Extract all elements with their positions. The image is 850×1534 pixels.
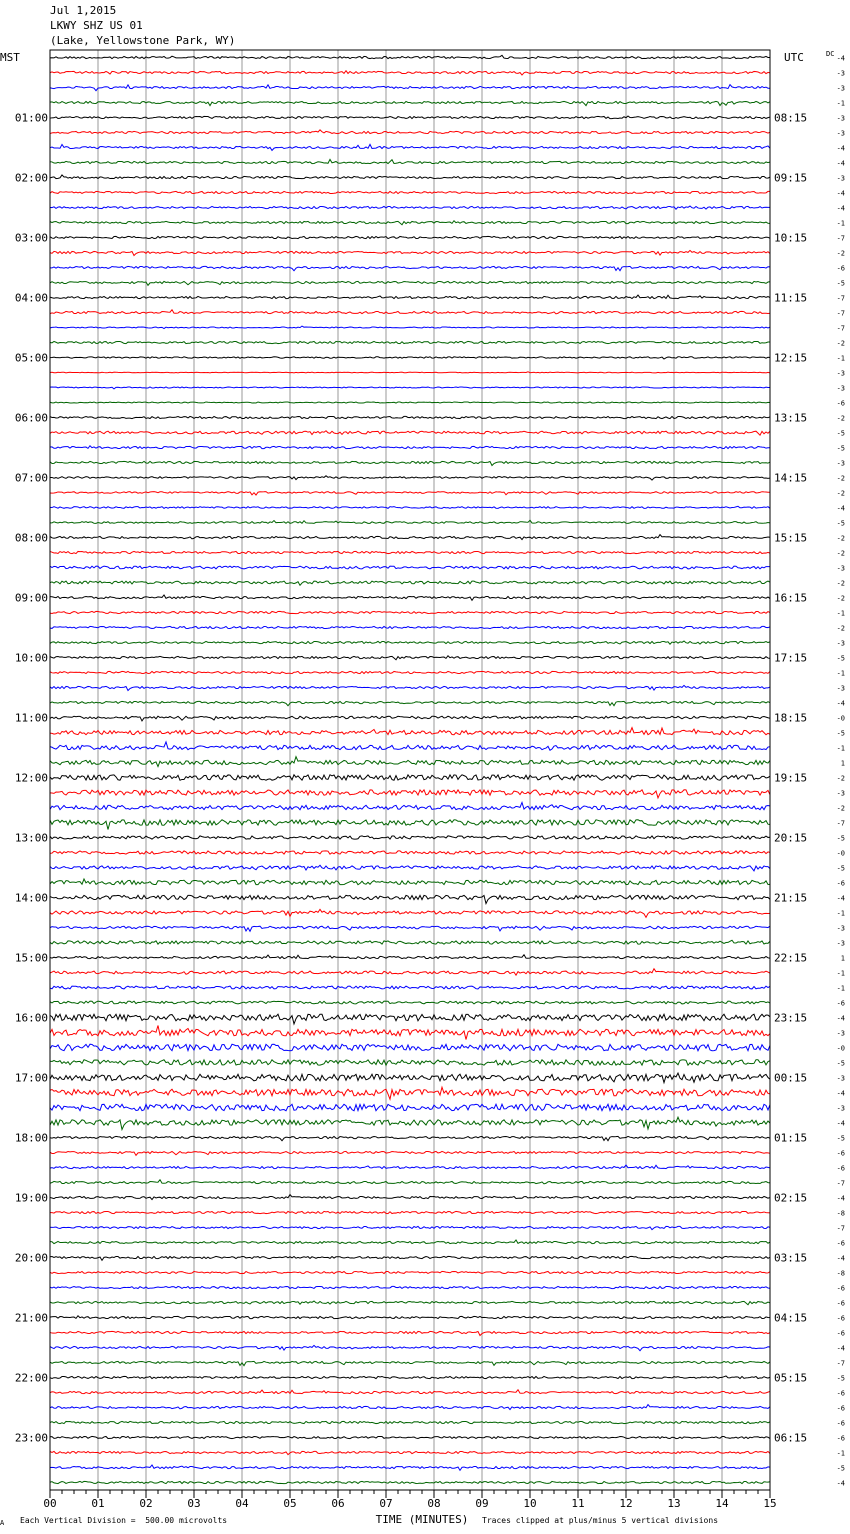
trace-row bbox=[50, 566, 770, 569]
trace-row bbox=[50, 1014, 770, 1024]
mst-hour-label: 09:00 bbox=[14, 591, 48, 605]
dc-offset: -1 bbox=[836, 609, 845, 618]
trace-row bbox=[50, 357, 770, 359]
trace-row bbox=[50, 85, 770, 91]
dc-offset: -6 bbox=[836, 1164, 845, 1173]
dc-offset: -7 bbox=[836, 1224, 845, 1233]
trace-row bbox=[50, 1165, 770, 1169]
trace-row bbox=[50, 476, 770, 480]
dc-offset: -8 bbox=[836, 1209, 845, 1218]
dc-offset: -3 bbox=[836, 684, 845, 693]
trace-row bbox=[50, 1256, 770, 1260]
dc-offset: -5 bbox=[836, 444, 845, 453]
x-tick-label: 05 bbox=[283, 1497, 297, 1510]
dc-offset: -2 bbox=[836, 549, 845, 558]
dc-offset: -4 bbox=[836, 204, 845, 213]
dc-offset: -2 bbox=[836, 534, 845, 543]
scale-note: Each Vertical Division = 500.00 microvolts bbox=[20, 1516, 228, 1525]
dc-offset: -5 bbox=[836, 1134, 845, 1143]
utc-hour-label: 21:15 bbox=[774, 891, 808, 905]
utc-hour-label: 20:15 bbox=[774, 831, 808, 845]
dc-offset: -5 bbox=[836, 1059, 845, 1068]
clip-note: Traces clipped at plus/minus 5 vertical divisions bbox=[482, 1516, 719, 1525]
dc-offset: -3 bbox=[836, 369, 845, 378]
trace-row bbox=[50, 1345, 770, 1350]
trace-row bbox=[50, 926, 770, 931]
trace-row bbox=[50, 71, 770, 75]
mst-hour-label: 05:00 bbox=[14, 351, 48, 365]
station-code: LKWY SHZ US 01 bbox=[50, 19, 143, 32]
trace-row bbox=[50, 1195, 770, 1200]
dc-offset: -2 bbox=[836, 624, 845, 633]
dc-offset: -6 bbox=[836, 1314, 845, 1323]
dc-offset: -4 bbox=[836, 1479, 845, 1488]
utc-hour-label: 08:15 bbox=[774, 111, 808, 125]
x-tick-label: 00 bbox=[43, 1497, 57, 1510]
dc-offset: -2 bbox=[836, 579, 845, 588]
mst-hour-label: 04:00 bbox=[14, 291, 48, 305]
trace-row bbox=[50, 144, 770, 150]
dc-offset: -3 bbox=[836, 114, 845, 123]
dc-offset: -6 bbox=[836, 1389, 845, 1398]
trace-row bbox=[50, 851, 770, 854]
dc-offset: -5 bbox=[836, 429, 845, 438]
utc-hour-label: 10:15 bbox=[774, 231, 808, 245]
mst-hour-label: 14:00 bbox=[14, 891, 48, 905]
utc-hour-label: 02:15 bbox=[774, 1191, 808, 1205]
trace-row bbox=[50, 402, 770, 403]
dc-offset: -4 bbox=[836, 504, 845, 513]
trace-row bbox=[50, 1405, 770, 1410]
trace-row bbox=[50, 492, 770, 495]
corner-mark: A bbox=[0, 1519, 5, 1527]
dc-offset: -5 bbox=[836, 279, 845, 288]
utc-hour-label: 19:15 bbox=[774, 771, 808, 785]
trace-row bbox=[50, 1286, 770, 1288]
trace-row bbox=[50, 1361, 770, 1365]
trace-row bbox=[50, 55, 770, 58]
trace-row bbox=[50, 341, 770, 343]
dc-offset: -6 bbox=[836, 1434, 845, 1443]
dc-offset: -1 bbox=[836, 669, 845, 678]
dc-offset: -5 bbox=[836, 654, 845, 663]
dc-offset: -4 bbox=[836, 189, 845, 198]
trace-row bbox=[50, 879, 770, 885]
trace-row bbox=[50, 955, 770, 959]
trace-row bbox=[50, 895, 770, 903]
trace-row bbox=[50, 416, 770, 418]
dc-offset: -1 bbox=[836, 219, 845, 228]
dc-offset: -4 bbox=[836, 1119, 845, 1128]
trace-row bbox=[50, 116, 770, 119]
trace-row bbox=[50, 372, 770, 373]
utc-hour-label: 22:15 bbox=[774, 951, 808, 965]
trace-row bbox=[50, 865, 770, 871]
trace-row bbox=[50, 1136, 770, 1140]
mst-hour-label: 10:00 bbox=[14, 651, 48, 665]
dc-offset: -1 bbox=[836, 1449, 845, 1458]
dc-offset: 1 bbox=[840, 954, 845, 963]
trace-row bbox=[50, 1376, 770, 1379]
trace-row bbox=[50, 581, 770, 585]
utc-hour-label: 04:15 bbox=[774, 1311, 808, 1325]
trace-row bbox=[50, 1117, 770, 1129]
utc-hour-label: 11:15 bbox=[774, 291, 808, 305]
trace-row bbox=[50, 506, 770, 508]
trace-row bbox=[50, 1271, 770, 1273]
x-tick-label: 12 bbox=[619, 1497, 633, 1510]
axis-labels bbox=[0, 50, 845, 1526]
trace-row bbox=[50, 159, 770, 163]
dc-offset: -7 bbox=[836, 324, 845, 333]
dc-offset: -3 bbox=[836, 639, 845, 648]
x-tick-label: 11 bbox=[571, 1497, 585, 1510]
dc-offset: -2 bbox=[836, 774, 845, 783]
trace-row bbox=[50, 1240, 770, 1244]
dc-offset: -5 bbox=[836, 1374, 845, 1383]
trace-row bbox=[50, 1073, 770, 1083]
mst-hour-label: 21:00 bbox=[14, 1311, 48, 1325]
x-tick-label: 09 bbox=[475, 1497, 489, 1510]
trace-row bbox=[50, 1390, 770, 1394]
trace-row bbox=[50, 1226, 770, 1229]
dc-offset: -3 bbox=[836, 1029, 845, 1038]
trace-row bbox=[50, 551, 770, 553]
mst-hour-label: 19:00 bbox=[14, 1191, 48, 1205]
dc-offset: -4 bbox=[836, 1254, 845, 1263]
dc-offset: -0 bbox=[836, 714, 845, 723]
utc-hour-label: 23:15 bbox=[774, 1011, 808, 1025]
grid-lines bbox=[98, 50, 722, 1490]
trace-row bbox=[50, 1180, 770, 1184]
dc-offset: -6 bbox=[836, 399, 845, 408]
x-tick-label: 02 bbox=[139, 1497, 153, 1510]
utc-hour-label: 06:15 bbox=[774, 1431, 808, 1445]
trace-row bbox=[50, 641, 770, 644]
dc-offset: -3 bbox=[836, 564, 845, 573]
mst-hour-label: 16:00 bbox=[14, 1011, 48, 1025]
mst-hour-label: 18:00 bbox=[14, 1131, 48, 1145]
trace-row bbox=[50, 206, 770, 209]
dc-offset: -4 bbox=[836, 159, 845, 168]
trace-row bbox=[50, 236, 770, 238]
dc-offset: -4 bbox=[836, 144, 845, 153]
dc-offset: -6 bbox=[836, 1329, 845, 1338]
dc-offset: -4 bbox=[836, 1344, 845, 1353]
trace-row bbox=[50, 611, 770, 613]
trace-row bbox=[50, 1316, 770, 1319]
trace-row bbox=[50, 221, 770, 225]
mst-hour-label: 17:00 bbox=[14, 1071, 48, 1085]
plot-frame bbox=[50, 50, 770, 1490]
trace-row bbox=[50, 1087, 770, 1099]
trace-row bbox=[50, 836, 770, 839]
trace-row bbox=[50, 802, 770, 809]
utc-hour-label: 18:15 bbox=[774, 711, 808, 725]
trace-row bbox=[50, 742, 770, 750]
dc-offset: -7 bbox=[836, 819, 845, 828]
trace-row bbox=[50, 1436, 770, 1438]
trace-row bbox=[50, 520, 770, 523]
utc-hour-label: 03:15 bbox=[774, 1251, 808, 1265]
dc-offset: -6 bbox=[836, 1149, 845, 1158]
trace-row bbox=[50, 671, 770, 673]
dc-offset: -2 bbox=[836, 414, 845, 423]
trace-row bbox=[50, 1001, 770, 1004]
dc-offset: -1 bbox=[836, 744, 845, 753]
x-tick-label: 06 bbox=[331, 1497, 345, 1510]
dc-offset: -3 bbox=[836, 174, 845, 183]
trace-row bbox=[50, 775, 770, 780]
dc-offset: -3 bbox=[836, 84, 845, 93]
trace-row bbox=[50, 295, 770, 299]
trace-row bbox=[50, 281, 770, 285]
x-tick-label: 13 bbox=[667, 1497, 681, 1510]
dc-offset: -2 bbox=[836, 594, 845, 603]
x-tick-label: 03 bbox=[187, 1497, 201, 1510]
trace-row bbox=[50, 820, 770, 830]
dc-offset: -3 bbox=[836, 129, 845, 138]
utc-hour-label: 12:15 bbox=[774, 351, 808, 365]
utc-hour-label: 16:15 bbox=[774, 591, 808, 605]
trace-row bbox=[50, 446, 770, 449]
utc-hour-label: 13:15 bbox=[774, 411, 808, 425]
dc-offset: -7 bbox=[836, 234, 845, 243]
trace-row bbox=[50, 387, 770, 389]
dc-offset: 1 bbox=[840, 759, 845, 768]
trace-row bbox=[50, 716, 770, 721]
dc-offset: -3 bbox=[836, 939, 845, 948]
dc-offset: -7 bbox=[836, 1359, 845, 1368]
trace-row bbox=[50, 535, 770, 540]
dc-offset: -6 bbox=[836, 879, 845, 888]
trace-row bbox=[50, 461, 770, 465]
dc-offset: -3 bbox=[836, 1074, 845, 1083]
dc-offset: -4 bbox=[836, 1089, 845, 1098]
trace-row bbox=[50, 310, 770, 314]
station-location: (Lake, Yellowstone Park, WY) bbox=[50, 34, 236, 47]
utc-hour-label: 17:15 bbox=[774, 651, 808, 665]
dc-offset: -3 bbox=[836, 1104, 845, 1113]
dc-offset: -3 bbox=[836, 384, 845, 393]
x-tick-label: 08 bbox=[427, 1497, 441, 1510]
utc-hour-label: 05:15 bbox=[774, 1371, 808, 1385]
dc-offset: -5 bbox=[836, 519, 845, 528]
trace-row bbox=[50, 626, 770, 628]
dc-offset: -2 bbox=[836, 804, 845, 813]
dc-offset: -0 bbox=[836, 1044, 845, 1053]
trace-row bbox=[50, 1026, 770, 1040]
trace-row bbox=[50, 685, 770, 690]
dc-offset: -2 bbox=[836, 489, 845, 498]
dc-offset: -6 bbox=[836, 1239, 845, 1248]
x-tick-label: 04 bbox=[235, 1497, 249, 1510]
dc-offset: -6 bbox=[836, 1419, 845, 1428]
x-tick-label: 15 bbox=[763, 1497, 777, 1510]
dc-offset: -2 bbox=[836, 474, 845, 483]
x-tick-label: 01 bbox=[91, 1497, 105, 1510]
dc-offset: -3 bbox=[836, 789, 845, 798]
trace-row bbox=[50, 701, 770, 705]
dc-offset: -2 bbox=[836, 339, 845, 348]
trace-row bbox=[50, 1211, 770, 1213]
mst-hour-label: 11:00 bbox=[14, 711, 48, 725]
mst-hour-label: 12:00 bbox=[14, 771, 48, 785]
trace-row bbox=[50, 969, 770, 975]
dc-offset: -5 bbox=[836, 1464, 845, 1473]
dc-offset: -6 bbox=[836, 1284, 845, 1293]
dc-offset: -7 bbox=[836, 309, 845, 318]
x-tick-label: 10 bbox=[523, 1497, 537, 1510]
mst-hour-label: 23:00 bbox=[14, 1431, 48, 1445]
trace-row bbox=[50, 101, 770, 105]
x-tick-label: 07 bbox=[379, 1497, 393, 1510]
trace-row bbox=[50, 175, 770, 179]
trace-row bbox=[50, 326, 770, 328]
dc-offset: -3 bbox=[836, 69, 845, 78]
mst-hour-label: 13:00 bbox=[14, 831, 48, 845]
dc-offset: -1 bbox=[836, 909, 845, 918]
mst-hour-label: 08:00 bbox=[14, 531, 48, 545]
utc-hour-label: 14:15 bbox=[774, 471, 808, 485]
dc-offset: -1 bbox=[836, 984, 845, 993]
utc-hour-label: 00:15 bbox=[774, 1071, 808, 1085]
utc-hour-label: 15:15 bbox=[774, 531, 808, 545]
record-date: Jul 1,2015 bbox=[50, 4, 117, 17]
dc-offset: -5 bbox=[836, 834, 845, 843]
dc-offset: -6 bbox=[836, 264, 845, 273]
dc-offset: -5 bbox=[836, 864, 845, 873]
dc-offset: -4 bbox=[836, 1014, 845, 1023]
trace-row bbox=[50, 1151, 770, 1155]
dc-offset: -4 bbox=[836, 54, 845, 63]
trace-row bbox=[50, 250, 770, 255]
mst-hour-label: 06:00 bbox=[14, 411, 48, 425]
dc-offset: -7 bbox=[836, 294, 845, 303]
x-tick-label: 14 bbox=[715, 1497, 729, 1510]
dc-offset: -5 bbox=[836, 729, 845, 738]
dc-offset: -1 bbox=[836, 969, 845, 978]
utc-hour-label: 09:15 bbox=[774, 171, 808, 185]
trace-row bbox=[50, 1060, 770, 1065]
mst-hour-label: 20:00 bbox=[14, 1251, 48, 1265]
dc-offset: -4 bbox=[836, 1194, 845, 1203]
dc-offset: -7 bbox=[836, 1179, 845, 1188]
dc-offset: -6 bbox=[836, 1404, 845, 1413]
mst-hour-label: 01:00 bbox=[14, 111, 48, 125]
trace-row bbox=[50, 130, 770, 134]
trace-row bbox=[50, 595, 770, 600]
dc-offset: -3 bbox=[836, 924, 845, 933]
dc-offset: -6 bbox=[836, 999, 845, 1008]
trace-row bbox=[50, 656, 770, 660]
utc-axis-label: UTC bbox=[784, 51, 804, 64]
dc-offset: -4 bbox=[836, 894, 845, 903]
trace-row bbox=[50, 266, 770, 270]
trace-row bbox=[50, 909, 770, 917]
utc-hour-label: 01:15 bbox=[774, 1131, 808, 1145]
dc-offset: -8 bbox=[836, 1269, 845, 1278]
trace-row bbox=[50, 191, 770, 193]
dc-offset: -6 bbox=[836, 1299, 845, 1308]
trace-row bbox=[50, 431, 770, 435]
mst-hour-label: 22:00 bbox=[14, 1371, 48, 1385]
dc-offset: -0 bbox=[836, 849, 845, 858]
dc-offset: -1 bbox=[836, 354, 845, 363]
trace-row bbox=[50, 1465, 770, 1470]
seismic-traces bbox=[50, 55, 770, 1483]
trace-row bbox=[50, 1044, 770, 1051]
trace-row bbox=[50, 728, 770, 735]
trace-row bbox=[50, 1481, 770, 1483]
trace-row bbox=[50, 1331, 770, 1335]
trace-row bbox=[50, 1421, 770, 1423]
x-axis-label: TIME (MINUTES) bbox=[375, 1513, 469, 1526]
trace-row bbox=[50, 757, 770, 767]
mst-hour-label: 02:00 bbox=[14, 171, 48, 185]
mst-axis-label: MST bbox=[0, 51, 20, 64]
dc-offset: -3 bbox=[836, 459, 845, 468]
trace-row bbox=[50, 986, 770, 989]
trace-row bbox=[50, 1301, 770, 1305]
dc-offset: -4 bbox=[836, 699, 845, 708]
dc-label: DC bbox=[826, 50, 835, 58]
trace-row bbox=[50, 1104, 770, 1111]
dc-offset: -2 bbox=[836, 249, 845, 258]
trace-row bbox=[50, 1451, 770, 1454]
mst-hour-label: 07:00 bbox=[14, 471, 48, 485]
trace-row bbox=[50, 940, 770, 944]
mst-hour-label: 15:00 bbox=[14, 951, 48, 965]
mst-hour-label: 03:00 bbox=[14, 231, 48, 245]
dc-offset: -1 bbox=[836, 99, 845, 108]
trace-row bbox=[50, 790, 770, 798]
